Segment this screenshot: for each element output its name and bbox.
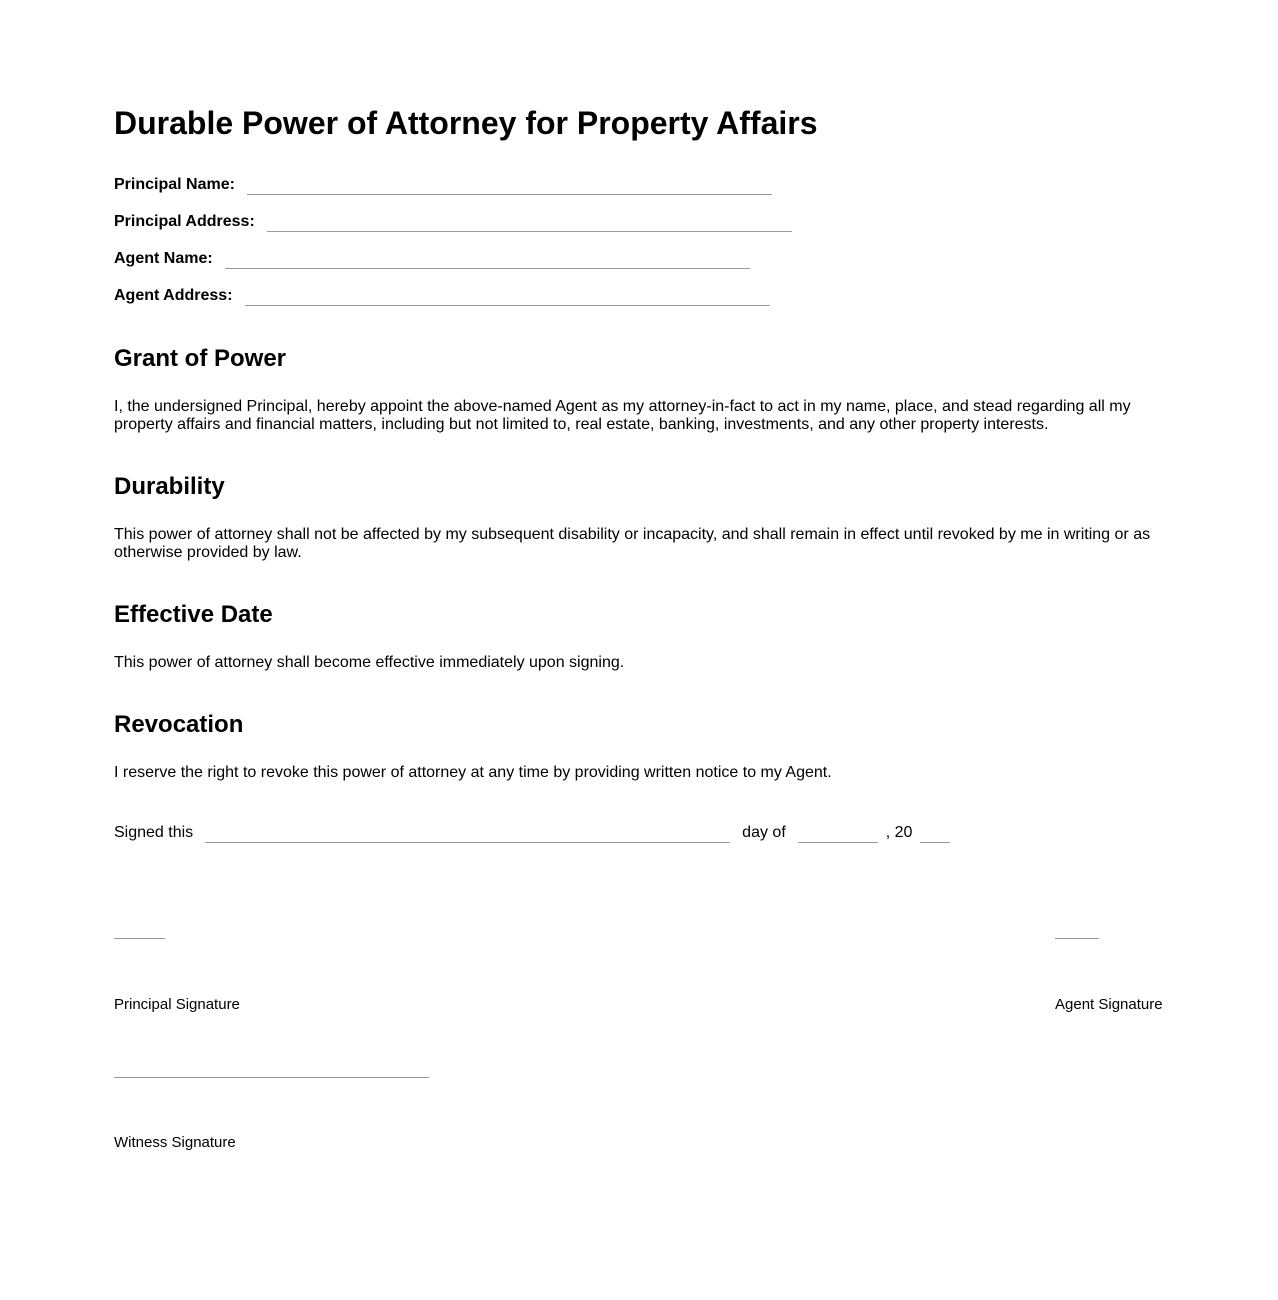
section-text-durability: This power of attorney shall not be affected by my subsequent disability or incapacity, and shall remain in effect until revoked by me in writing or as otherwise provided by law.: [114, 526, 1151, 561]
agent-address-label: Agent Address:: [114, 287, 233, 304]
principal-address-row: [114, 212, 792, 232]
section-text-effective-date: This power of attorney shall become effective immediately upon signing.: [114, 654, 625, 671]
document-title: Durable Power of Attorney for Property Affairs: [114, 105, 818, 141]
day-of-label: day of: [742, 824, 786, 841]
signed-day-field[interactable]: [205, 828, 730, 843]
section-text-revocation: I reserve the right to revoke this power of attorney at any time by providing written notice to my Agent.: [114, 764, 832, 781]
principal-name-row: [114, 175, 772, 195]
signed-this-label: Signed this: [114, 824, 194, 841]
principal-name-label: Principal Name:: [114, 176, 235, 193]
agent-signature-line[interactable]: [1055, 938, 1099, 939]
section-heading-grant: Grant of Power: [114, 345, 287, 372]
principal-address-field[interactable]: [267, 217, 792, 232]
section-heading-durability: Durability: [114, 473, 225, 500]
section-heading-effective-date: Effective Date: [114, 601, 273, 628]
agent-name-field[interactable]: [225, 254, 750, 269]
agent-address-row: [114, 286, 770, 306]
signed-year-field[interactable]: [920, 828, 950, 843]
signed-month-field[interactable]: [798, 828, 878, 843]
agent-address-field[interactable]: [245, 291, 770, 306]
witness-signature-line[interactable]: [114, 1077, 429, 1078]
principal-name-field[interactable]: [247, 180, 772, 195]
agent-signature-label: Agent Signature: [1055, 996, 1163, 1013]
principal-address-label: Principal Address:: [114, 213, 255, 230]
signed-date-row: [114, 823, 950, 843]
agent-name-row: [114, 249, 750, 269]
principal-signature-line[interactable]: [114, 938, 165, 939]
agent-name-label: Agent Name:: [114, 250, 213, 267]
section-text-grant: I, the undersigned Principal, hereby appoint the above-named Agent as my attorney-in-fact to act in my name, place, and stead regarding all my property affairs and financial matters, including but not limited to, real estate, banking, investments, and any other property interests.: [114, 398, 1131, 433]
witness-signature-label: Witness Signature: [114, 1134, 236, 1151]
year-prefix-label: , 20: [885, 824, 913, 841]
section-heading-revocation: Revocation: [114, 711, 244, 738]
principal-signature-label: Principal Signature: [114, 996, 240, 1013]
